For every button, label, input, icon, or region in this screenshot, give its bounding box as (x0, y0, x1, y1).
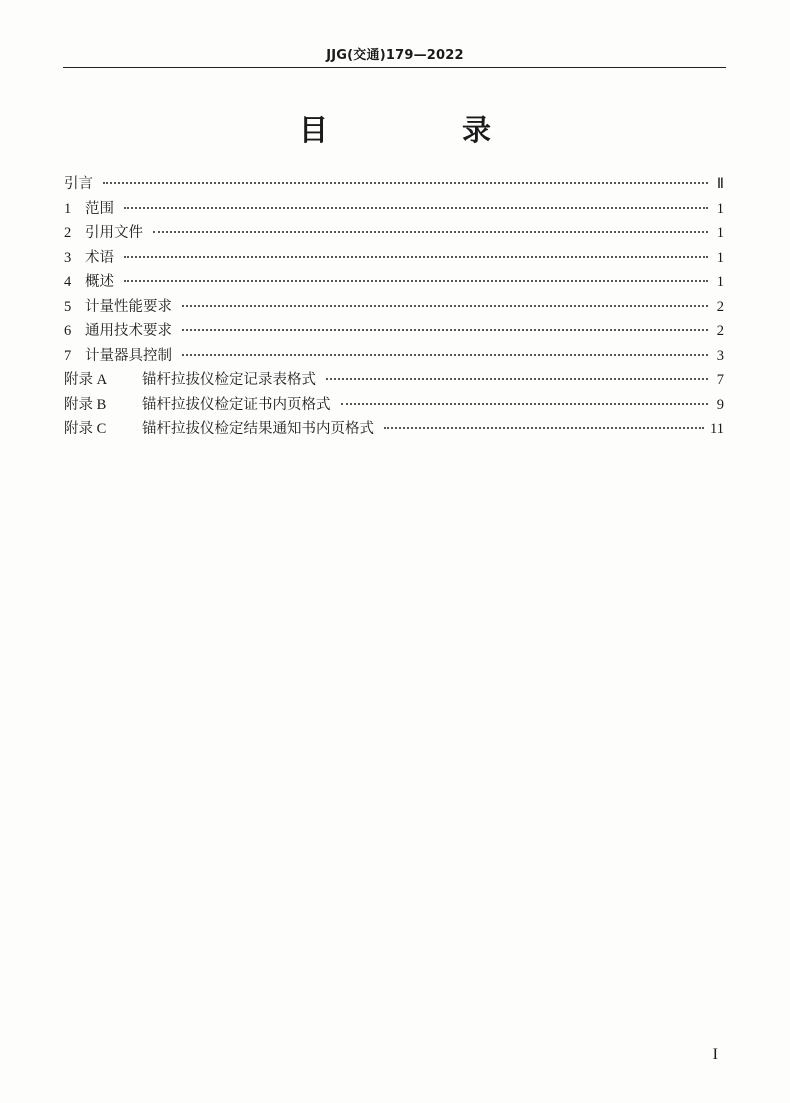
table-of-contents (64, 172, 724, 442)
toc-entry-terms[interactable] (64, 246, 724, 271)
toc-entry-label: 范围 (85, 200, 114, 217)
toc-entry-label: 计量器具控制 (85, 347, 172, 364)
toc-entry-label: 概述 (85, 274, 114, 290)
toc-entry-page: 2 (716, 323, 724, 339)
toc-entry-technical-requirements[interactable] (64, 319, 724, 344)
toc-entry-number: 7 (64, 347, 72, 364)
dot-leader (182, 354, 708, 356)
page-title: 目 录 (298, 113, 554, 147)
toc-entry-scope[interactable] (64, 197, 724, 222)
toc-entry-number: 1 (64, 200, 72, 217)
toc-entry-number: 3 (64, 249, 72, 266)
toc-entry-page: 1 (716, 225, 724, 241)
toc-entry-label: 通用技术要求 (85, 323, 172, 339)
dot-leader (124, 256, 708, 258)
toc-entry-number: 附录 C (64, 421, 107, 437)
toc-entry-metrological-requirements[interactable] (64, 295, 724, 320)
toc-entry-page: Ⅱ (716, 176, 724, 192)
toc-entry-label: 计量性能要求 (85, 298, 172, 315)
toc-entry-label: 引用文件 (85, 225, 143, 241)
toc-entry-number: 附录 B (64, 396, 107, 413)
toc-entry-page: 1 (716, 249, 724, 266)
toc-entry-number: 附录 A (64, 372, 108, 388)
page-number: I (712, 1046, 718, 1063)
standard-code-header: JJG(交通)179—2022 (326, 48, 464, 63)
dot-leader (153, 231, 708, 233)
dot-leader (326, 378, 708, 380)
toc-entry-page: 1 (716, 274, 724, 290)
toc-entry-page: 2 (716, 298, 724, 315)
toc-entry-normative-references[interactable] (64, 221, 724, 246)
dot-leader (384, 427, 704, 429)
toc-entry-appendix-b[interactable] (64, 393, 724, 418)
toc-entry-label: 锚杆拉拔仪检定结果通知书内页格式 (142, 421, 374, 437)
toc-entry-label: 引言 (64, 176, 93, 192)
toc-entry-appendix-c[interactable] (64, 417, 724, 442)
toc-entry-page: 9 (716, 396, 724, 413)
toc-entry-number: 4 (64, 274, 72, 290)
toc-entry-number: 5 (64, 298, 72, 315)
toc-entry-foreword[interactable] (64, 172, 724, 197)
toc-entry-page: 11 (710, 421, 724, 437)
dot-leader (182, 305, 708, 307)
dot-leader (341, 403, 709, 405)
toc-entry-page: 1 (716, 200, 724, 217)
dot-leader (103, 182, 708, 184)
dot-leader (124, 280, 708, 282)
dot-leader (182, 329, 708, 331)
toc-entry-number: 2 (64, 225, 72, 241)
toc-entry-appendix-a[interactable] (64, 368, 724, 393)
toc-entry-number: 6 (64, 323, 72, 339)
toc-entry-label: 术语 (85, 249, 114, 266)
toc-entry-instrument-control[interactable] (64, 344, 724, 369)
toc-entry-page: 3 (716, 347, 724, 364)
dot-leader (124, 207, 708, 209)
toc-entry-label: 锚杆拉拔仪检定记录表格式 (142, 372, 316, 388)
toc-entry-overview[interactable] (64, 270, 724, 295)
toc-entry-page: 7 (716, 372, 724, 388)
toc-entry-label: 锚杆拉拔仪检定证书内页格式 (142, 396, 331, 413)
header-rule (63, 67, 726, 68)
